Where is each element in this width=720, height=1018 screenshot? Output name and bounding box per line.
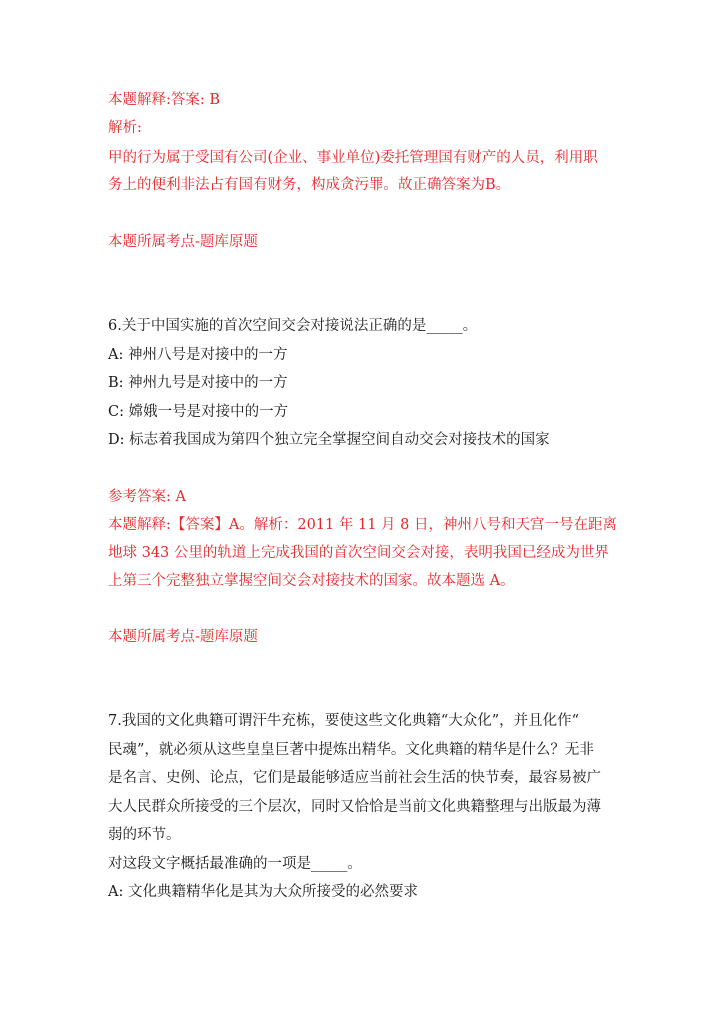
q6-option-d: D: 标志着我国成为第四个独立完全掌握空间自动交会对接技术的国家 bbox=[108, 432, 550, 448]
q7-stem-line-5: 弱的环节。 bbox=[108, 827, 181, 843]
q5-explanation-label: 本题解释:答案: B bbox=[108, 92, 221, 108]
q6-option-a: A: 神州八号是对接中的一方 bbox=[108, 347, 288, 363]
q7-stem-line-1: 7.我国的文化典籍可谓汗牛充栋，要使这些文化典籍“大众化”，并且化作“ bbox=[108, 713, 580, 729]
q7-stem-line-2: 民魂”，就必须从这些皇皇巨著中提炼出精华。文化典籍的精华是什么？无非 bbox=[108, 742, 594, 758]
q7-stem-line-3: 是名言、史例、论点，它们是最能够适应当前社会生活的快节奏，最容易被广 bbox=[108, 770, 601, 786]
q6-option-b: B: 神州九号是对接中的一方 bbox=[108, 375, 288, 391]
q6-stem: 6.关于中国实施的首次空间交会对接说法正确的是_____。 bbox=[108, 318, 478, 334]
q7-option-a: A: 文化典籍精华化是其为大众所接受的必然要求 bbox=[108, 884, 418, 900]
q5-analysis-label: 解析: bbox=[108, 120, 142, 136]
q6-explanation-line-3: 上第三个完整独立掌握空间交会对接技术的国家。故本题选 A。 bbox=[108, 573, 515, 589]
q7-stem-line-4: 大人民群众所接受的三个层次，同时又恰恰是当前文化典籍整理与出版最为薄 bbox=[108, 799, 601, 815]
q5-analysis-line-1: 甲的行为属于受国有公司(企业、事业单位)委托管理国有财产的人员，利用职 bbox=[108, 150, 598, 166]
q6-reference-answer: 参考答案: A bbox=[108, 489, 186, 505]
q5-analysis-line-2: 务上的便利非法占有国有财务，构成贪污罪。故正确答案为B。 bbox=[108, 177, 511, 193]
q6-explanation-line-1: 本题解释:【答案】A。解析：2011 年 11 月 8 日，神州八号和天宫一号在距离 bbox=[108, 517, 617, 533]
q6-option-c: C: 嫦娥一号是对接中的一方 bbox=[108, 404, 289, 420]
q6-explanation-line-2: 地球 343 公里的轨道上完成我国的首次空间交会对接，表明我国已经成为世界 bbox=[108, 545, 609, 561]
q7-question: 对这段文字概括最准确的一项是_____。 bbox=[108, 856, 362, 872]
q6-source: 本题所属考点-题库原题 bbox=[108, 629, 258, 645]
q5-source: 本题所属考点-题库原题 bbox=[108, 234, 258, 250]
